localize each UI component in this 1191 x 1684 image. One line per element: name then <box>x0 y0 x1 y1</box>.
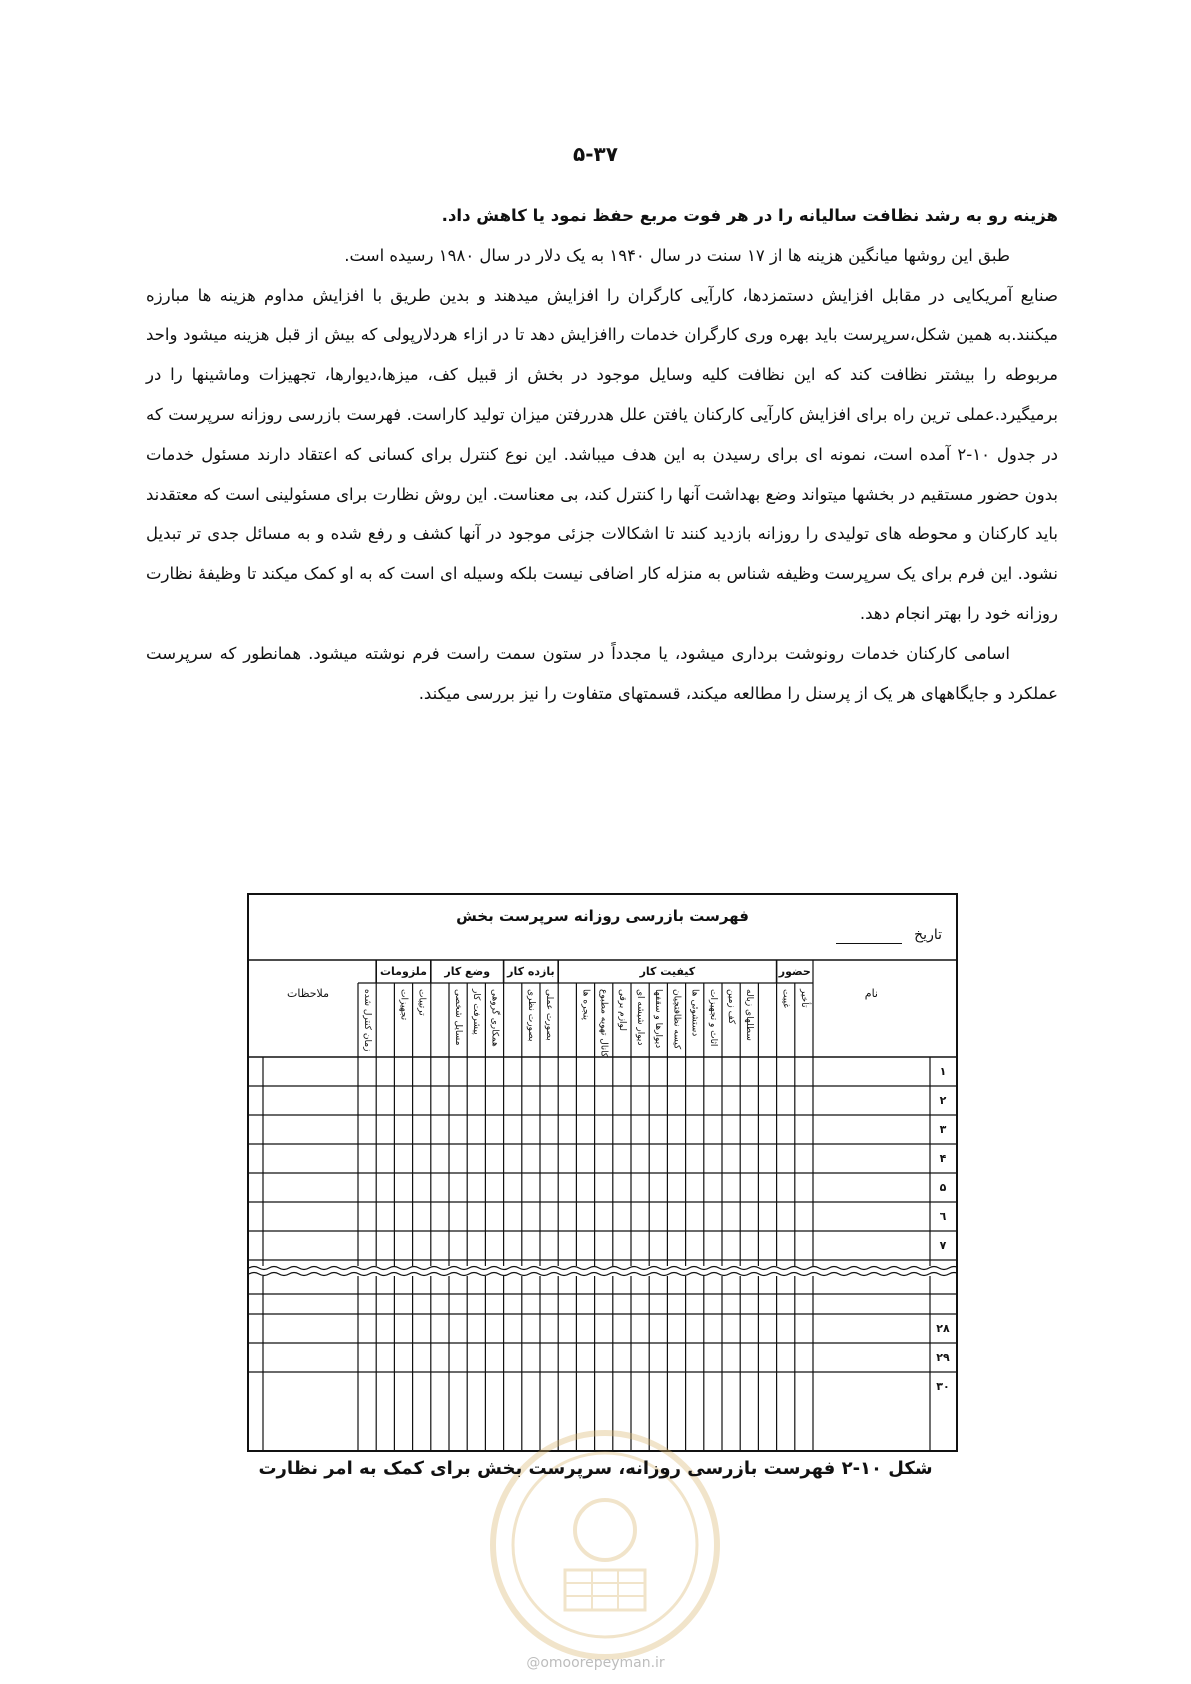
row-number: ۷ <box>939 1239 947 1252</box>
column-header: سطلهای زباله <box>744 989 755 1041</box>
column-header: پنجره ها <box>580 989 591 1021</box>
column-header: لوازم برقی <box>616 989 627 1031</box>
row-number: ۲ <box>939 1094 947 1107</box>
break-line <box>249 1267 956 1270</box>
date-label: تاریخ <box>914 927 942 943</box>
name-header: نام <box>864 987 878 1000</box>
figure-caption: شکل ۱۰-۲ فهرست بازرسی روزانه، سرپرست بخش برای کمک به امر نظارت <box>258 1458 933 1479</box>
break-line <box>249 1273 956 1276</box>
inspection-form <box>247 893 958 1452</box>
notes-header: ملاحظات <box>287 987 329 1000</box>
column-header: تجهیزات <box>398 989 409 1021</box>
column-header: پیشرفت کار <box>471 989 482 1035</box>
row-number: ۳ <box>939 1123 947 1136</box>
column-header: کانال تهویه مطبوع <box>598 989 609 1058</box>
column-header: همکاری گروهی <box>489 989 500 1047</box>
group-header-work-status: وضع کار <box>444 965 491 978</box>
column-header: دیوار شیشه ای <box>635 989 645 1046</box>
column-header: تأخیر <box>798 989 809 1008</box>
group-header-work-quality: کیفیت کار <box>639 965 696 978</box>
row-number: ۱ <box>939 1065 947 1078</box>
paragraph-2: طبق این روشها میانگین هزینه ها از ۱۷ سنت در سال ۱۹۴۰ به یک دلار در سال ۱۹۸۰ رسیده است. <box>344 245 1010 265</box>
column-header: غیبت <box>780 989 791 1008</box>
row-number: ۵ <box>939 1181 947 1194</box>
column-header: دیوارها و سقفها <box>653 989 664 1049</box>
form-title: فهرست بازرسی روزانه سرپرست بخش <box>456 907 749 925</box>
column-header: مسایل شخصی <box>453 989 463 1046</box>
paragraph-1: هزینه رو به رشد نظافت سالیانه را در هر فوت مربع حفظ نمود یا کاهش داد. <box>441 206 1058 225</box>
row-number: ۲۸ <box>936 1322 950 1335</box>
column-header: بصورت عملی <box>544 989 554 1041</box>
group-header-work-output: بازده کار <box>507 965 555 978</box>
column-header: کف زمین <box>726 989 736 1025</box>
paragraph-3: صنایع آمریکایی در مقابل افزایش دستمزدها، کارآیی کارگران را افزایش میدهند و بدین طریق با افزایش مداوم هزینه ها مبارزه میکنند.به همین شکل،سرپرست باید بهره وری کارگران خدمات راافزایش دهد تا در ازاء هردلارپولی که بیش از قبل هزینه میشود واحد مربوطه را بیشتر نظافت کند که این نظافت کلیه وسایل موجود در بخش از قبیل کف، میزها،دیوارها، تجهیزات وماشینها را در برمیگیرد.عملی ترین راه برای افزایش کارآیی کارکنان یافتن علل هدررفتن میزان تولید کاراست. فهرست بازرسی روزانه سرپرست که در جدول ۱۰-۲ آمده است، نمونه ای برای رسیدن به این هدف میباشد. این نوع کنترل برای کسانی که اعتقاد دارند مسئول خدمات بدون حضور مستقیم در بخشها میتواند وضع بهداشت آنها را کنترل کند، بی معناست. این روش نظارت برای مسئولینی است که معتقدند باید کارکنان و محوطه های تولیدی را روزانه بازدید کنند تا اشکالات جزئی موجود در آنها کشف و رفع شده و به مسائل جدی تر تبدیل نشود. این فرم برای یک سرپرست وظیفه شناس به منزله کار اضافی نیست بلکه وسیله ای است که به او کمک میکند تا وظیفهٔ نظارت روزانه خود را بهتر انجام دهد. <box>146 285 1058 623</box>
column-header: بصورت نظری <box>525 989 536 1042</box>
paragraph-4: اسامی کارکنان خدمات رونوشت برداری میشود، یا مجدداً در ستون سمت راست فرم نوشته میشود. همانطور که سرپرست عملکرد و جایگاههای هر یک از پرسنل را مطالعه میکند، قسمتهای متفاوت را نیز بررسی میکند. <box>146 643 1058 703</box>
watermark: @omoorepeyman.ir <box>526 1655 665 1671</box>
column-header: زمان کنترل شده <box>362 989 372 1052</box>
column-header: دستشوئی ها <box>689 989 700 1037</box>
group-header-attendance: حضور <box>778 965 811 978</box>
row-number: ۴ <box>939 1152 947 1165</box>
body-text <box>146 196 1058 713</box>
page-number: ۵-۳۷ <box>573 142 618 166</box>
row-number: ۲۹ <box>936 1351 950 1364</box>
form-grid <box>249 895 956 1450</box>
column-header: کیسه نظافتچیان <box>671 989 682 1050</box>
group-header-supplies: ملزومات <box>379 965 427 978</box>
column-header: ترتیبات <box>416 989 427 1016</box>
column-header: اثاث و تجهیزات <box>707 989 718 1047</box>
row-number: ۳۰ <box>936 1380 950 1393</box>
row-number: ٦ <box>939 1210 947 1223</box>
